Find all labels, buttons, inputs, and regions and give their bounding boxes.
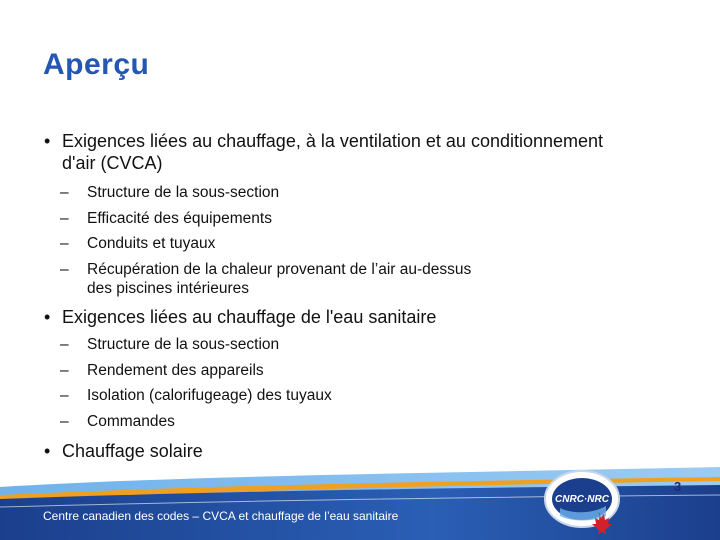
dash-icon: – xyxy=(60,184,69,201)
sub-item-text: Structure de la sous-section xyxy=(87,184,280,201)
bullet-icon: • xyxy=(44,307,51,327)
slide-title: Aperçu xyxy=(43,48,150,81)
bullet-item xyxy=(44,306,684,328)
sub-item-text: Efficacité des équipements xyxy=(87,209,272,227)
slide-content xyxy=(44,130,684,462)
sub-item-text: Récupération de la chaleur provenant de l’air au-dessus xyxy=(87,260,472,278)
sub-item xyxy=(44,332,684,358)
sub-item xyxy=(44,206,684,232)
sub-item-text: Isolation (calorifugeage) des tuyaux xyxy=(87,387,332,404)
page-number: 3 xyxy=(674,479,682,494)
sub-item xyxy=(44,383,684,409)
dash-icon: – xyxy=(60,235,69,252)
bullet-text: Chauffage solaire xyxy=(62,441,203,461)
dash-icon: – xyxy=(60,412,69,430)
sub-item-text: Conduits et tuyaux xyxy=(87,235,216,252)
dash-icon: – xyxy=(60,336,69,353)
sub-item xyxy=(44,409,684,435)
bullet-icon: • xyxy=(44,441,51,461)
dash-icon: – xyxy=(60,209,69,227)
svg-text:CNRC·NRC: CNRC·NRC xyxy=(555,494,609,505)
bullet-text: Exigences liées au chauffage de l'eau sanitaire xyxy=(62,307,437,327)
footer-text: Centre canadien des codes – CVCA et chauffage de l’eau sanitaire xyxy=(43,509,399,523)
sub-item xyxy=(44,358,684,384)
dash-icon: – xyxy=(60,260,69,278)
bullet-item xyxy=(44,130,684,174)
sub-item-text: Rendement des appareils xyxy=(87,361,264,379)
sub-item xyxy=(44,257,684,299)
cnrc-nrc-logo xyxy=(542,466,622,540)
bullet-icon: • xyxy=(44,131,51,151)
dash-icon: – xyxy=(60,387,69,404)
bullet-text-continuation: d'air (CVCA) xyxy=(62,153,163,173)
sub-item-continuation: des piscines intérieures xyxy=(87,280,249,297)
sub-item xyxy=(44,231,684,257)
dash-icon: – xyxy=(60,361,69,379)
sub-item xyxy=(44,180,684,206)
bullet-text: Exigences liées au chauffage, à la ventilation et au conditionnement xyxy=(62,131,604,151)
sub-item-text: Structure de la sous-section xyxy=(87,336,280,353)
sub-item-text: Commandes xyxy=(87,412,175,430)
